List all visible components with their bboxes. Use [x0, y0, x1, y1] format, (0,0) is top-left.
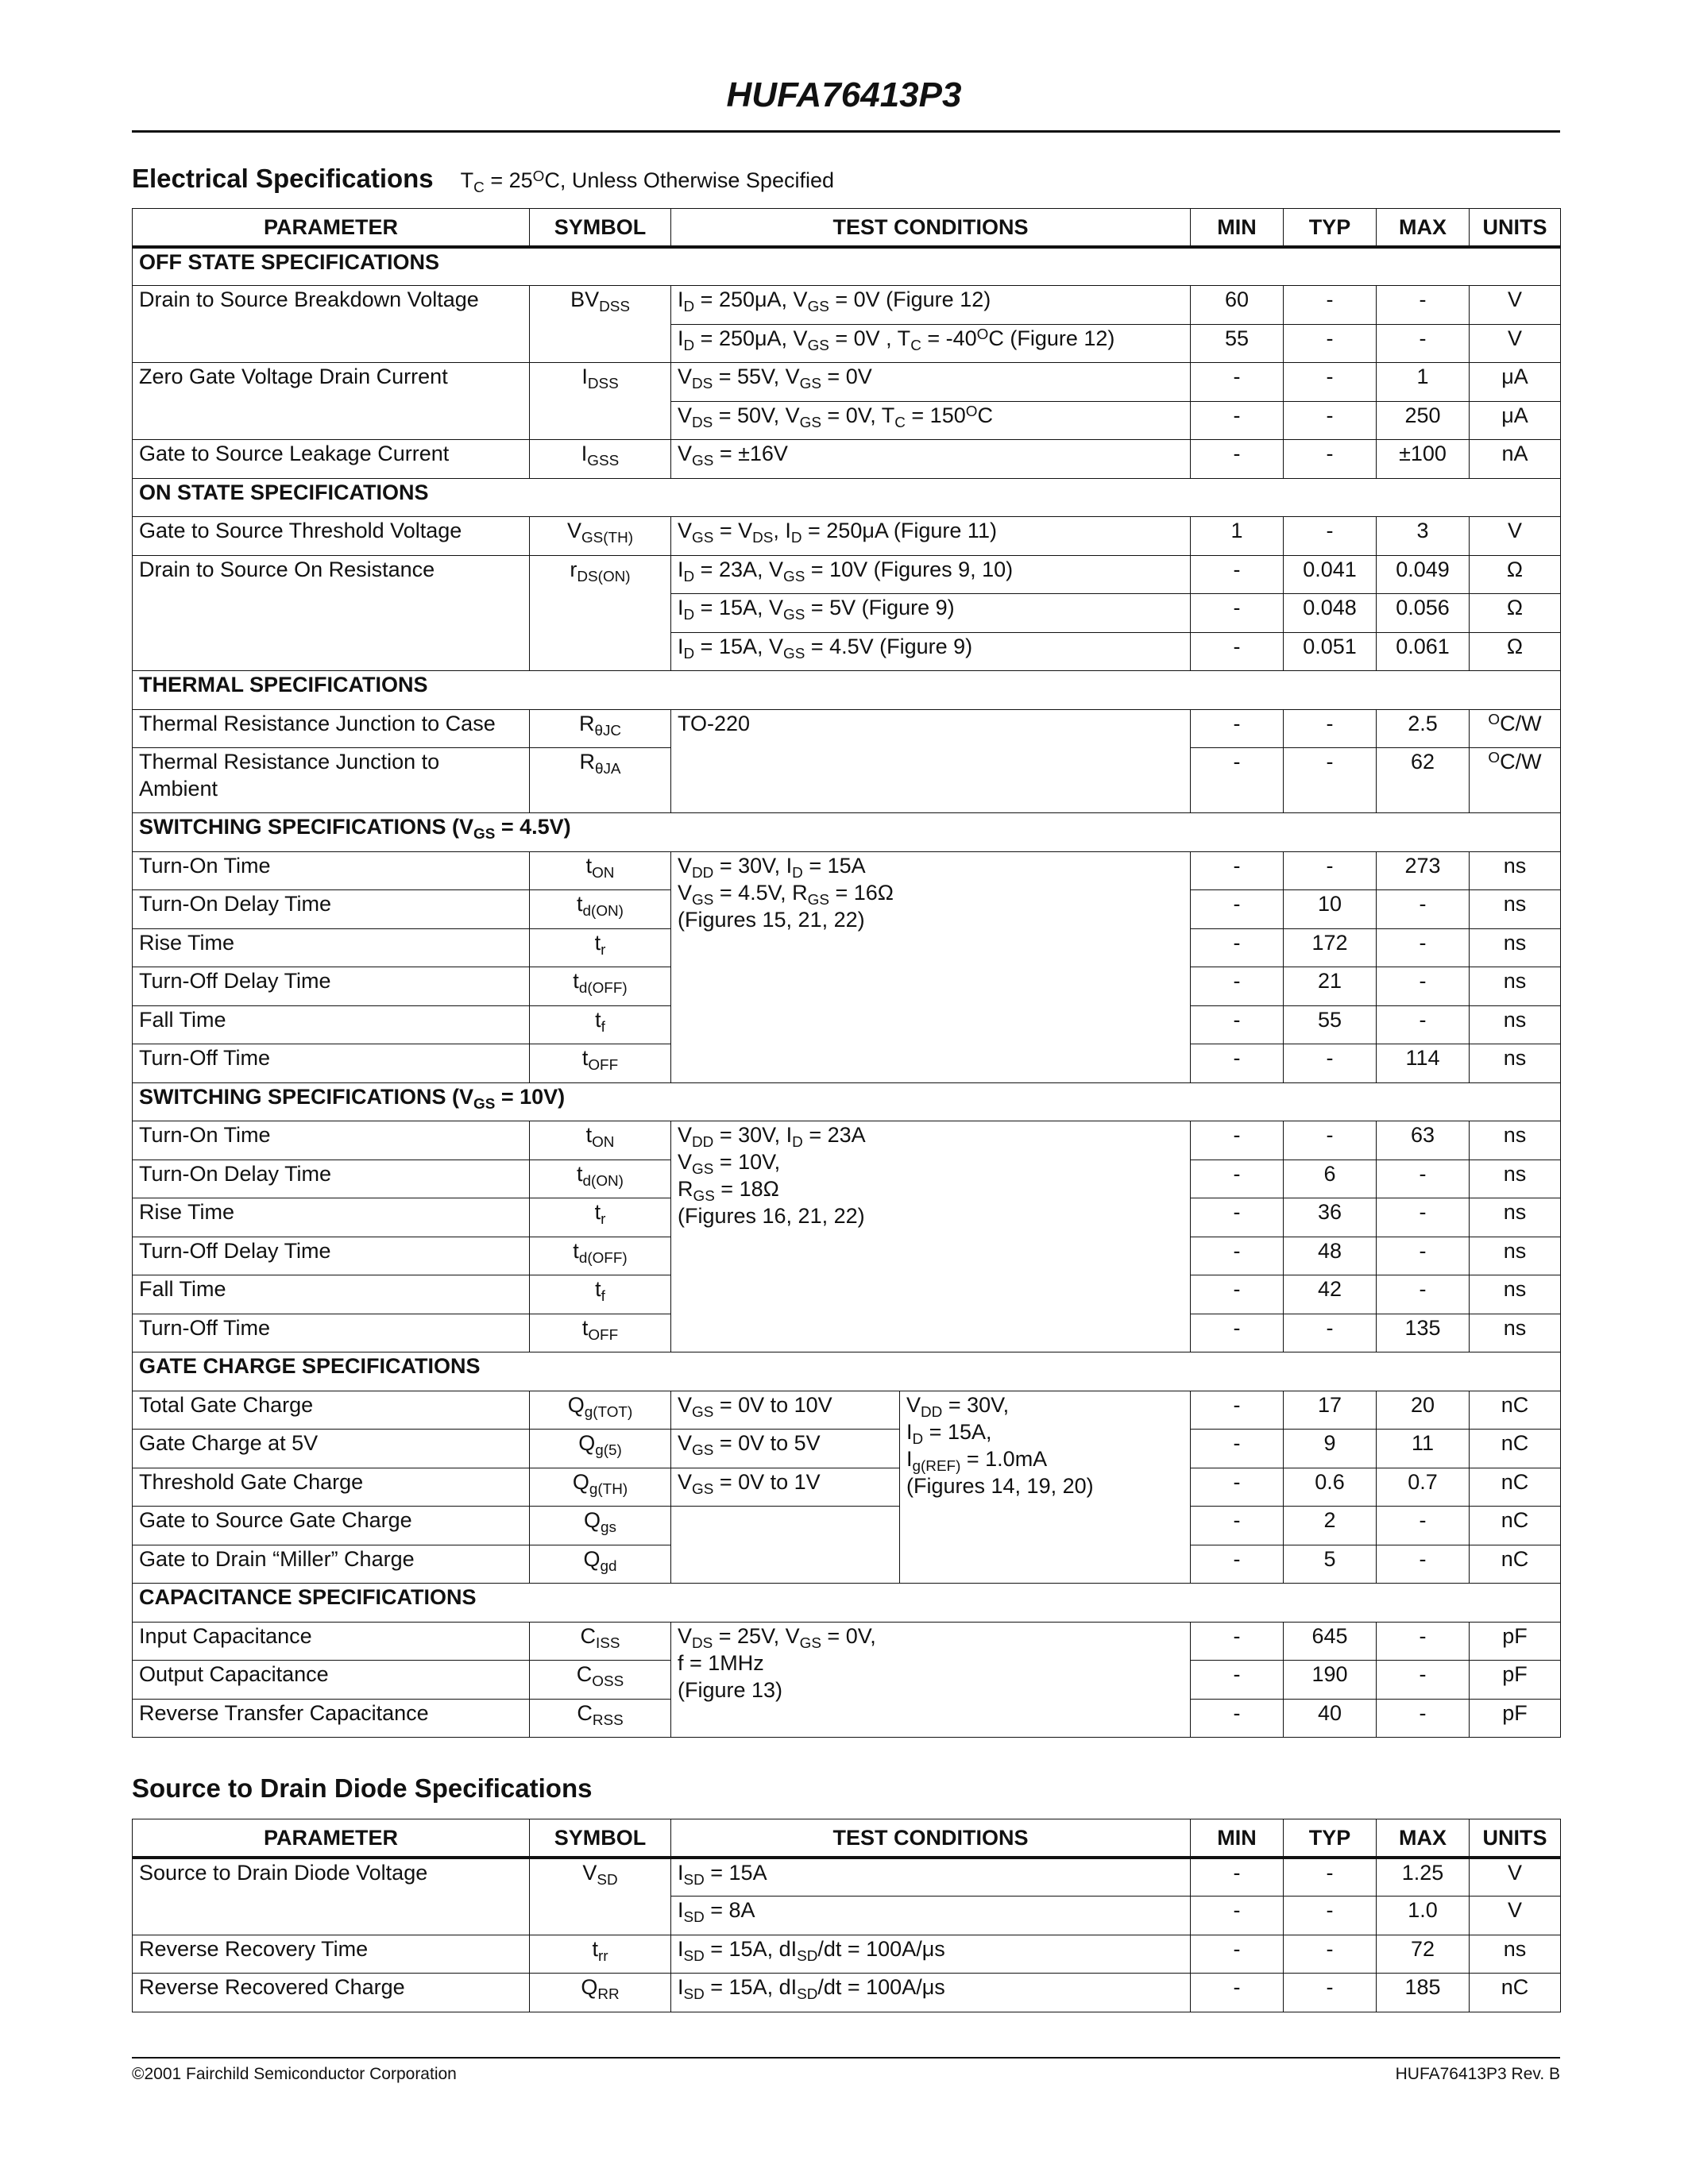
max-cell: 1.25 [1377, 1858, 1470, 1897]
footer-rule [132, 2057, 1560, 2059]
max-cell: 1.0 [1377, 1897, 1470, 1935]
param-cell: Thermal Resistance Junction to Ambient [133, 748, 530, 813]
param-cell: Turn-On Time [133, 1121, 530, 1160]
min-cell: 1 [1191, 517, 1284, 556]
symbol-cell: $t_{ON}$ [530, 851, 671, 890]
symbol-cell: $R_{\theta JA}$ [530, 748, 671, 813]
symbol-cell: $Q_{gs}$ [530, 1507, 671, 1545]
typ-cell: 21 [1284, 967, 1377, 1006]
units-cell: $^O$C/W [1470, 709, 1561, 748]
condition-cell: $I_D = 250\mu A$, $V_{GS} = 0V$ (Figure 12) [671, 286, 1191, 325]
symbol-cell: $t_{ON}$ [530, 1121, 671, 1160]
symbol-cell: $Q_{g(5)}$ [530, 1430, 671, 1468]
max-cell: - [1377, 1005, 1470, 1044]
units-cell: ns [1470, 1198, 1561, 1237]
symbol-cell: $t_f$ [530, 1275, 671, 1314]
max-cell: - [1377, 1275, 1470, 1314]
units-cell: Ω [1470, 632, 1561, 671]
min-cell: - [1191, 594, 1284, 633]
condition-cell: $I_D = 15A$, $V_{GS} = 5V$ (Figure 9) [671, 594, 1191, 633]
group-capacitance: CAPACITANCE SPECIFICATIONS [133, 1584, 1561, 1623]
table-row [133, 1507, 1561, 1545]
units-cell: ns [1470, 1121, 1561, 1160]
units-cell: μA [1470, 401, 1561, 440]
units-cell: ns [1470, 1314, 1561, 1352]
symbol-cell: $BV_{DSS}$ [530, 286, 671, 363]
max-cell: - [1377, 1661, 1470, 1700]
min-cell: - [1191, 1044, 1284, 1083]
table-row [133, 1468, 1561, 1507]
max-cell: 62 [1377, 748, 1470, 813]
condition-cell: $I_{SD} = 15A$, $dI_{SD}/dt = 100A/\mu s$ [671, 1974, 1191, 2012]
condition-cell: TO-220 [671, 709, 1191, 813]
condition-cell: $I_{SD} = 15A$ [671, 1858, 1191, 1897]
group-on-state: ON STATE SPECIFICATIONS [133, 478, 1561, 517]
symbol-cell: $t_r$ [530, 1198, 671, 1237]
min-cell: - [1191, 1314, 1284, 1352]
max-cell: - [1377, 324, 1470, 363]
col-units: UNITS [1470, 209, 1561, 248]
symbol-cell: $V_{GS(TH)}$ [530, 517, 671, 556]
max-cell: - [1377, 1699, 1470, 1738]
units-cell: Ω [1470, 555, 1561, 594]
condition-cell: $V_{DS} = 50V$, $V_{GS} = 0V$, $T_C = 150^OC$ [671, 401, 1191, 440]
param-cell: Output Capacitance [133, 1661, 530, 1700]
typ-cell: - [1284, 851, 1377, 890]
symbol-cell: $t_{OFF}$ [530, 1314, 671, 1352]
symbol-cell: $t_{d(OFF)}$ [530, 967, 671, 1006]
typ-cell: - [1284, 1897, 1377, 1935]
condition-cell: $V_{GS} = 0V$ to 10V [671, 1391, 900, 1430]
footer-revision: HUFA76413P3 Rev. B [1395, 2065, 1560, 2083]
max-cell: 273 [1377, 851, 1470, 890]
typ-cell: 40 [1284, 1699, 1377, 1738]
col-test-conditions: TEST CONDITIONS [671, 209, 1191, 248]
min-cell: - [1191, 928, 1284, 967]
param-cell: Turn-On Time [133, 851, 530, 890]
units-cell: V [1470, 324, 1561, 363]
max-cell: 0.061 [1377, 632, 1470, 671]
typ-cell: - [1284, 517, 1377, 556]
param-cell: Fall Time [133, 1005, 530, 1044]
typ-cell: 0.6 [1284, 1468, 1377, 1507]
min-cell: - [1191, 1391, 1284, 1430]
symbol-cell: $r_{DS(ON)}$ [530, 555, 671, 671]
typ-cell: - [1284, 440, 1377, 479]
condition-cell: $I_D = 250\mu A$, $V_{GS} = 0V$ , $T_C = -40^OC$ (Figure 12) [671, 324, 1191, 363]
typ-cell: 42 [1284, 1275, 1377, 1314]
units-cell: nC [1470, 1391, 1561, 1430]
min-cell: - [1191, 1507, 1284, 1545]
electrical-specs-conditions: $T_C = 25^OC$, Unless Otherwise Specified [460, 168, 834, 196]
min-cell: - [1191, 1237, 1284, 1275]
min-cell: - [1191, 1275, 1284, 1314]
col-test-conditions: TEST CONDITIONS [671, 1819, 1191, 1858]
condition-cell: $V_{GS} = \pm 16V$ [671, 440, 1191, 479]
param-cell: Zero Gate Voltage Drain Current [133, 363, 530, 440]
min-cell: - [1191, 1198, 1284, 1237]
units-cell: V [1470, 517, 1561, 556]
param-cell: Turn-Off Delay Time [133, 1237, 530, 1275]
param-cell: Gate to Source Threshold Voltage [133, 517, 530, 556]
max-cell: 0.7 [1377, 1468, 1470, 1507]
param-cell: Turn-Off Time [133, 1044, 530, 1083]
footer-copyright: ©2001 Fairchild Semiconductor Corporation [132, 2065, 457, 2083]
symbol-cell: $Q_{gd}$ [530, 1545, 671, 1584]
typ-cell: - [1284, 324, 1377, 363]
max-cell: 0.049 [1377, 555, 1470, 594]
typ-cell: 0.041 [1284, 555, 1377, 594]
param-cell: Turn-Off Delay Time [133, 967, 530, 1006]
max-cell: - [1377, 1507, 1470, 1545]
max-cell: 72 [1377, 1935, 1470, 1974]
typ-cell: - [1284, 748, 1377, 813]
units-cell: nC [1470, 1430, 1561, 1468]
param-cell: Threshold Gate Charge [133, 1468, 530, 1507]
typ-cell: 55 [1284, 1005, 1377, 1044]
shared-condition-cell: $V_{DD} = 30V$, $I_D = 15A$, $I_{g(REF)} = 1.0mA$ (Figures 14, 19, 20) [900, 1391, 1191, 1584]
min-cell: - [1191, 1005, 1284, 1044]
table-row [133, 1858, 1561, 1897]
typ-cell: 190 [1284, 1661, 1377, 1700]
param-cell: Input Capacitance [133, 1622, 530, 1661]
units-cell: ns [1470, 851, 1561, 890]
max-cell: - [1377, 1160, 1470, 1198]
typ-cell: - [1284, 363, 1377, 402]
typ-cell: - [1284, 1974, 1377, 2012]
min-cell: - [1191, 1699, 1284, 1738]
condition-cell: $V_{DS} = 55V$, $V_{GS} = 0V$ [671, 363, 1191, 402]
param-cell: Gate Charge at 5V [133, 1430, 530, 1468]
typ-cell: - [1284, 709, 1377, 748]
min-cell: - [1191, 1661, 1284, 1700]
diode-specs-table [132, 1819, 1561, 2012]
symbol-cell: $I_{DSS}$ [530, 363, 671, 440]
typ-cell: 645 [1284, 1622, 1377, 1661]
col-parameter: PARAMETER [133, 209, 530, 248]
min-cell: - [1191, 363, 1284, 402]
col-units: UNITS [1470, 1819, 1561, 1858]
condition-cell: $V_{DS} = 25V$, $V_{GS} = 0V$, f = 1MHz (Figure 13) [671, 1622, 1191, 1738]
min-cell: - [1191, 748, 1284, 813]
typ-cell: - [1284, 401, 1377, 440]
min-cell: - [1191, 890, 1284, 929]
param-cell: Rise Time [133, 928, 530, 967]
min-cell: - [1191, 1858, 1284, 1897]
electrical-specs-heading [132, 164, 834, 194]
symbol-cell: $R_{\theta JC}$ [530, 709, 671, 748]
table-row [133, 1622, 1561, 1661]
max-cell: - [1377, 1622, 1470, 1661]
typ-cell: 172 [1284, 928, 1377, 967]
max-cell: 0.056 [1377, 594, 1470, 633]
symbol-cell: $V_{SD}$ [530, 1858, 671, 1935]
condition-cell: $V_{DD} = 30V$, $I_D = 23A$ $V_{GS} = 10V$, $R_{GS} = 18\Omega$ (Figures 16, 21, 22) [671, 1121, 1191, 1352]
condition-cell-empty [671, 1507, 900, 1584]
min-cell: - [1191, 1622, 1284, 1661]
param-cell: Turn-Off Time [133, 1314, 530, 1352]
table-row [133, 286, 1561, 325]
max-cell: 1 [1377, 363, 1470, 402]
max-cell: 11 [1377, 1430, 1470, 1468]
param-cell: Turn-On Delay Time [133, 890, 530, 929]
units-cell: V [1470, 1897, 1561, 1935]
group-off-state: OFF STATE SPECIFICATIONS [133, 247, 1561, 286]
header-rule [132, 130, 1560, 133]
symbol-cell: $t_{d(ON)}$ [530, 890, 671, 929]
units-cell: nC [1470, 1974, 1561, 2012]
units-cell: V [1470, 286, 1561, 325]
col-max: MAX [1377, 209, 1470, 248]
min-cell: 60 [1191, 286, 1284, 325]
symbol-cell: $t_{rr}$ [530, 1935, 671, 1974]
min-cell: - [1191, 1121, 1284, 1160]
param-cell: Gate to Source Leakage Current [133, 440, 530, 479]
typ-cell: - [1284, 1044, 1377, 1083]
param-cell: Gate to Source Gate Charge [133, 1507, 530, 1545]
param-cell: Drain to Source On Resistance [133, 555, 530, 671]
typ-cell: 36 [1284, 1198, 1377, 1237]
symbol-cell: $I_{GSS}$ [530, 440, 671, 479]
typ-cell: 0.048 [1284, 594, 1377, 633]
col-parameter: PARAMETER [133, 1819, 530, 1858]
min-cell: - [1191, 1545, 1284, 1584]
param-cell: Total Gate Charge [133, 1391, 530, 1430]
typ-cell: 9 [1284, 1430, 1377, 1468]
typ-cell: - [1284, 1314, 1377, 1352]
condition-cell: $I_D = 15A$, $V_{GS} = 4.5V$ (Figure 9) [671, 632, 1191, 671]
units-cell: V [1470, 1858, 1561, 1897]
units-cell: $^O$C/W [1470, 748, 1561, 813]
condition-cell: $I_D = 23A$, $V_{GS} = 10V$ (Figures 9, 10) [671, 555, 1191, 594]
symbol-cell: $C_{ISS}$ [530, 1622, 671, 1661]
symbol-cell: $t_{OFF}$ [530, 1044, 671, 1083]
units-cell: nC [1470, 1545, 1561, 1584]
col-typ: TYP [1284, 1819, 1377, 1858]
units-cell: nC [1470, 1468, 1561, 1507]
table-header-row [133, 209, 1561, 248]
param-cell: Reverse Recovered Charge [133, 1974, 530, 2012]
symbol-cell: $t_{d(OFF)}$ [530, 1237, 671, 1275]
units-cell: ns [1470, 1275, 1561, 1314]
symbol-cell: $C_{OSS}$ [530, 1661, 671, 1700]
table-row [133, 363, 1561, 402]
col-symbol: SYMBOL [530, 209, 671, 248]
min-cell: - [1191, 440, 1284, 479]
table-row [133, 1121, 1561, 1160]
min-cell: - [1191, 1974, 1284, 2012]
max-cell: - [1377, 890, 1470, 929]
max-cell: 3 [1377, 517, 1470, 556]
min-cell: - [1191, 555, 1284, 594]
min-cell: - [1191, 709, 1284, 748]
col-max: MAX [1377, 1819, 1470, 1858]
min-cell: - [1191, 401, 1284, 440]
symbol-cell: $Q_{g(TOT)}$ [530, 1391, 671, 1430]
typ-cell: 6 [1284, 1160, 1377, 1198]
units-cell: ns [1470, 928, 1561, 967]
max-cell: 114 [1377, 1044, 1470, 1083]
min-cell: - [1191, 851, 1284, 890]
min-cell: - [1191, 1430, 1284, 1468]
max-cell: - [1377, 1198, 1470, 1237]
max-cell: 250 [1377, 401, 1470, 440]
typ-cell: - [1284, 1121, 1377, 1160]
param-cell: Fall Time [133, 1275, 530, 1314]
symbol-cell: $Q_{g(TH)}$ [530, 1468, 671, 1507]
col-symbol: SYMBOL [530, 1819, 671, 1858]
units-cell: ns [1470, 967, 1561, 1006]
page-title: HUFA76413P3 [726, 75, 962, 114]
min-cell: - [1191, 1160, 1284, 1198]
min-cell: - [1191, 1468, 1284, 1507]
units-cell: μA [1470, 363, 1561, 402]
typ-cell: 5 [1284, 1545, 1377, 1584]
max-cell: - [1377, 967, 1470, 1006]
units-cell: nA [1470, 440, 1561, 479]
units-cell: Ω [1470, 594, 1561, 633]
units-cell: pF [1470, 1661, 1561, 1700]
min-cell: - [1191, 632, 1284, 671]
condition-cell: $I_{SD} = 8A$ [671, 1897, 1191, 1935]
symbol-cell: $t_f$ [530, 1005, 671, 1044]
param-cell: Gate to Drain “Miller” Charge [133, 1545, 530, 1584]
units-cell: ns [1470, 1005, 1561, 1044]
min-cell: - [1191, 1897, 1284, 1935]
symbol-cell: $C_{RSS}$ [530, 1699, 671, 1738]
units-cell: ns [1470, 1044, 1561, 1083]
units-cell: ns [1470, 890, 1561, 929]
condition-cell: $V_{GS} = V_{DS}$, $I_D = 250\mu A$ (Figure 11) [671, 517, 1191, 556]
condition-cell: $V_{GS} = 0V$ to 1V [671, 1468, 900, 1507]
units-cell: ns [1470, 1237, 1561, 1275]
param-cell: Turn-On Delay Time [133, 1160, 530, 1198]
param-cell: Reverse Recovery Time [133, 1935, 530, 1974]
param-cell: Drain to Source Breakdown Voltage [133, 286, 530, 363]
units-cell: ns [1470, 1160, 1561, 1198]
symbol-cell: $t_r$ [530, 928, 671, 967]
max-cell: 135 [1377, 1314, 1470, 1352]
max-cell: ±100 [1377, 440, 1470, 479]
units-cell: pF [1470, 1699, 1561, 1738]
group-switching-4v5: SWITCHING SPECIFICATIONS $(V_{GS} = 4.5V)$ [133, 813, 1561, 852]
symbol-cell: $t_{d(ON)}$ [530, 1160, 671, 1198]
table-row [133, 555, 1561, 594]
electrical-specs-table [132, 208, 1561, 1738]
table-row [133, 1935, 1561, 1974]
typ-cell: 2 [1284, 1507, 1377, 1545]
typ-cell: 10 [1284, 890, 1377, 929]
table-row [133, 1430, 1561, 1468]
table-header-row [133, 1819, 1561, 1858]
param-cell: Reverse Transfer Capacitance [133, 1699, 530, 1738]
table-row [133, 709, 1561, 748]
units-cell: ns [1470, 1935, 1561, 1974]
max-cell: 63 [1377, 1121, 1470, 1160]
col-min: MIN [1191, 209, 1284, 248]
group-switching-10v: SWITCHING SPECIFICATIONS $(V_{GS} = 10V)$ [133, 1082, 1561, 1121]
symbol-cell: $Q_{RR}$ [530, 1974, 671, 2012]
col-typ: TYP [1284, 209, 1377, 248]
condition-cell: $I_{SD} = 15A$, $dI_{SD}/dt = 100A/\mu s$ [671, 1935, 1191, 1974]
min-cell: - [1191, 1935, 1284, 1974]
max-cell: - [1377, 928, 1470, 967]
typ-cell: 48 [1284, 1237, 1377, 1275]
col-min: MIN [1191, 1819, 1284, 1858]
max-cell: - [1377, 1237, 1470, 1275]
typ-cell: - [1284, 1858, 1377, 1897]
group-thermal: THERMAL SPECIFICATIONS [133, 671, 1561, 710]
table-row [133, 440, 1561, 479]
max-cell: - [1377, 286, 1470, 325]
table-row [133, 1391, 1561, 1430]
table-row [133, 851, 1561, 890]
table-row [133, 517, 1561, 556]
max-cell: 20 [1377, 1391, 1470, 1430]
max-cell: - [1377, 1545, 1470, 1584]
group-gate-charge: GATE CHARGE SPECIFICATIONS [133, 1352, 1561, 1391]
table-row [133, 1974, 1561, 2012]
typ-cell: 17 [1284, 1391, 1377, 1430]
typ-cell: - [1284, 286, 1377, 325]
param-cell: Source to Drain Diode Voltage [133, 1858, 530, 1935]
max-cell: 2.5 [1377, 709, 1470, 748]
param-cell: Rise Time [133, 1198, 530, 1237]
min-cell: - [1191, 967, 1284, 1006]
units-cell: pF [1470, 1622, 1561, 1661]
electrical-specs-title: Electrical Specifications [132, 164, 434, 193]
typ-cell: - [1284, 1935, 1377, 1974]
typ-cell: 0.051 [1284, 632, 1377, 671]
diode-specs-heading: Source to Drain Diode Specifications [132, 1773, 593, 1803]
condition-cell: $V_{DD} = 30V$, $I_D = 15A$ $V_{GS} = 4.5V$, $R_{GS} = 16\Omega$ (Figures 15, 21, 22) [671, 851, 1191, 1082]
max-cell: 185 [1377, 1974, 1470, 2012]
min-cell: 55 [1191, 324, 1284, 363]
param-cell: Thermal Resistance Junction to Case [133, 709, 530, 748]
units-cell: nC [1470, 1507, 1561, 1545]
condition-cell: $V_{GS} = 0V$ to 5V [671, 1430, 900, 1468]
